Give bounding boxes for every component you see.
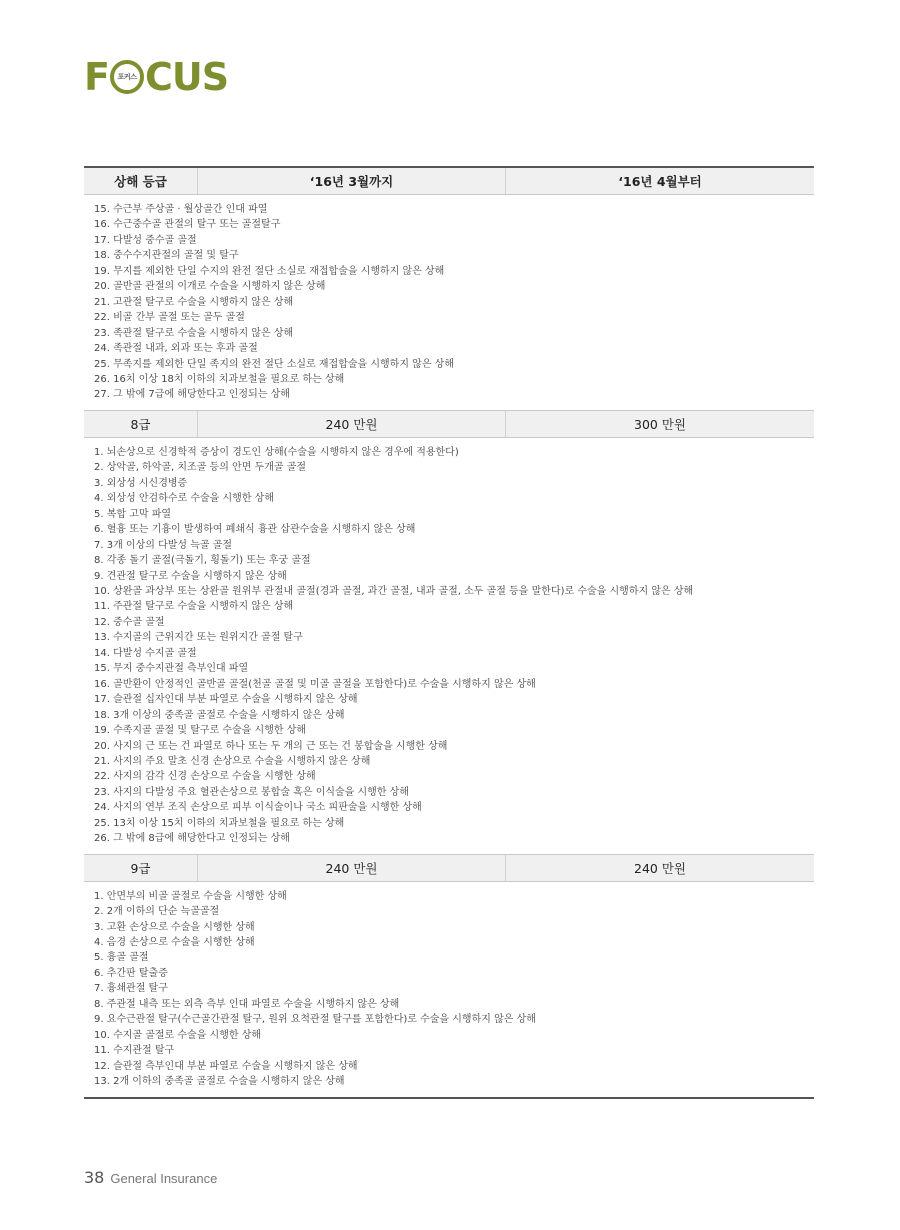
list-item: 22. 사지의 감각 신경 손상으로 수술을 시행한 상해 bbox=[94, 771, 316, 783]
header-after: ‘16년 4월부터 bbox=[505, 168, 814, 194]
list-item: 13. 2개 이하의 중족골 골절로 수술을 시행하지 않은 상해 bbox=[94, 1076, 345, 1088]
section-items bbox=[84, 195, 814, 410]
list-item: 18. 3개 이상의 중족골 골절로 수술을 시행하지 않은 상해 bbox=[94, 709, 345, 721]
list-item: 10. 수지골 골절로 수술을 시행한 상해 bbox=[94, 1029, 262, 1041]
logo-ring-text: 포커스 bbox=[117, 73, 137, 81]
amount-after: 240 만원 bbox=[505, 855, 814, 881]
list-item: 17. 다발성 중수골 골절 bbox=[94, 234, 197, 246]
grade-label: 9급 bbox=[130, 860, 151, 876]
list-item: 20. 사지의 근 또는 건 파열로 하나 또는 두 개의 근 또는 건 봉합술을 시행한 상해 bbox=[94, 740, 448, 752]
list-item: 19. 수족지골 골절 및 탈구로 수술을 시행한 상해 bbox=[94, 725, 307, 737]
list-item: 1. 안면부의 비골 골절로 수술을 시행한 상해 bbox=[94, 890, 287, 902]
amount-before: 240 만원 bbox=[197, 855, 505, 881]
table-header-row bbox=[84, 168, 814, 195]
list-item: 5. 복합 고막 파열 bbox=[94, 508, 172, 520]
list-item: 23. 족관절 탈구로 수술을 시행하지 않은 상해 bbox=[94, 327, 294, 339]
list-item: 22. 비골 간부 골절 또는 골두 골절 bbox=[94, 312, 245, 324]
list-item: 25. 무족지를 제외한 단일 족지의 완전 절단 소실로 재접합술을 시행하지 않은 상해 bbox=[94, 358, 454, 370]
list-item: 6. 추간판 탈출증 bbox=[94, 967, 168, 979]
list-item: 9. 견관절 탈구로 수술을 시행하지 않은 상해 bbox=[94, 570, 287, 582]
logo-letters-cus: CUS bbox=[144, 55, 229, 99]
grade-label: 8급 bbox=[130, 416, 151, 432]
list-item: 1. 뇌손상으로 신경학적 증상이 경도인 상해(수술을 시행하지 않은 경우에 적용한다) bbox=[94, 446, 459, 458]
list-item: 27. 그 밖에 7급에 해당한다고 인정되는 상해 bbox=[94, 389, 290, 401]
list-item: 2. 상악골, 하악골, 치조골 등의 안면 두개골 골절 bbox=[94, 462, 307, 474]
list-item: 21. 고관절 탈구로 수술을 시행하지 않은 상해 bbox=[94, 296, 294, 308]
list-item: 12. 슬관절 측부인대 부분 파열로 수술을 시행하지 않은 상해 bbox=[94, 1060, 358, 1072]
header-before: ‘16년 3월까지 bbox=[197, 168, 505, 194]
table-bottom-rule bbox=[84, 1097, 814, 1099]
list-item: 11. 주관절 탈구로 수술을 시행하지 않은 상해 bbox=[94, 601, 294, 613]
list-item: 4. 외상성 안검하수로 수술을 시행한 상해 bbox=[94, 493, 274, 505]
list-item: 24. 족관절 내과, 외과 또는 후과 골절 bbox=[94, 343, 258, 355]
grade-row-9 bbox=[84, 855, 814, 882]
page-footer bbox=[84, 1168, 217, 1187]
list-item: 12. 중수골 골절 bbox=[94, 616, 165, 628]
list-item: 18. 중수수지관절의 골절 및 탈구 bbox=[94, 250, 239, 262]
list-item: 5. 흉골 골절 bbox=[94, 952, 149, 964]
list-item: 19. 무지를 제외한 단일 수지의 완전 절단 소실로 재접합술을 시행하지 않은 상해 bbox=[94, 265, 445, 277]
injury-grade-table bbox=[84, 166, 814, 1099]
list-item: 8. 주관절 내측 또는 외측 측부 인대 파열로 수술을 시행하지 않은 상해 bbox=[94, 998, 400, 1010]
page-number: 38 bbox=[84, 1168, 105, 1187]
list-item: 16. 수근중수골 관절의 탈구 또는 골절탈구 bbox=[94, 219, 281, 231]
list-item: 23. 사지의 다발성 주요 혈관손상으로 봉합술 혹은 이식술을 시행한 상해 bbox=[94, 786, 409, 798]
list-item: 17. 슬관절 십자인대 부분 파열로 수술을 시행하지 않은 상해 bbox=[94, 694, 358, 706]
list-item: 11. 수지관절 탈구 bbox=[94, 1045, 175, 1057]
list-item: 24. 사지의 연부 조직 손상으로 피부 이식술이나 국소 피판술을 시행한 상해 bbox=[94, 802, 422, 814]
amount-before: 240 만원 bbox=[197, 411, 505, 437]
list-item: 7. 3개 이상의 다발성 늑골 골절 bbox=[94, 539, 233, 551]
list-item: 4. 음경 손상으로 수술을 시행한 상해 bbox=[94, 937, 255, 949]
list-item: 7. 흉쇄관절 탈구 bbox=[94, 983, 168, 995]
list-item: 3. 외상성 시신경병증 bbox=[94, 477, 188, 489]
list-item: 8. 각종 돌기 골절(극돌기, 횡돌기) 또는 후궁 골절 bbox=[94, 555, 311, 567]
list-item: 21. 사지의 주요 말초 신경 손상으로 수술을 시행하지 않은 상해 bbox=[94, 755, 371, 767]
publication-name: General Insurance bbox=[110, 1171, 218, 1186]
logo-ring bbox=[110, 60, 144, 94]
header-grade: 상해 등급 bbox=[114, 174, 167, 189]
section-items bbox=[84, 882, 814, 1097]
grade-row-8 bbox=[84, 411, 814, 438]
list-item: 13. 수지골의 근위지간 또는 원위지간 골절 탈구 bbox=[94, 632, 303, 644]
section-items bbox=[84, 438, 814, 854]
amount-after: 300 만원 bbox=[505, 411, 814, 437]
list-item: 15. 수근부 주상골 · 월상골간 인대 파열 bbox=[94, 204, 268, 215]
list-item: 15. 무지 중수지관절 측부인대 파열 bbox=[94, 663, 249, 675]
list-item: 10. 상완골 과상부 또는 상완골 원위부 관절내 골절(경과 골절, 과간 골절, 내과 골절, 소두 골절 등을 말한다)로 수술을 시행하지 않은 상해 bbox=[94, 585, 694, 597]
focus-logo bbox=[84, 55, 229, 99]
list-item: 9. 요수근관절 탈구(수근골간관절 탈구, 원위 요척관절 탈구를 포함한다)로 수술을 시행하지 않은 상해 bbox=[94, 1014, 536, 1026]
list-item: 14. 다발성 수지골 골절 bbox=[94, 647, 197, 659]
logo-letter-f: F bbox=[84, 55, 109, 99]
list-item: 25. 13치 이상 15치 이하의 치과보철을 필요로 하는 상해 bbox=[94, 817, 345, 829]
list-item: 20. 골반골 관절의 이개로 수술을 시행하지 않은 상해 bbox=[94, 281, 326, 293]
list-item: 26. 16치 이상 18치 이하의 치과보철을 필요로 하는 상해 bbox=[94, 373, 345, 385]
list-item: 6. 혈흉 또는 기흉이 발생하여 폐쇄식 흉관 삽관수술을 시행하지 않은 상해 bbox=[94, 524, 416, 536]
list-item: 16. 골반환이 안정적인 골반골 골절(천골 골절 및 미골 골절을 포함한다)로 수술을 시행하지 않은 상해 bbox=[94, 678, 536, 690]
list-item: 3. 고환 손상으로 수술을 시행한 상해 bbox=[94, 921, 255, 933]
list-item: 2. 2개 이하의 단순 늑골골절 bbox=[94, 906, 220, 918]
list-item: 26. 그 밖에 8급에 해당한다고 인정되는 상해 bbox=[94, 833, 290, 845]
